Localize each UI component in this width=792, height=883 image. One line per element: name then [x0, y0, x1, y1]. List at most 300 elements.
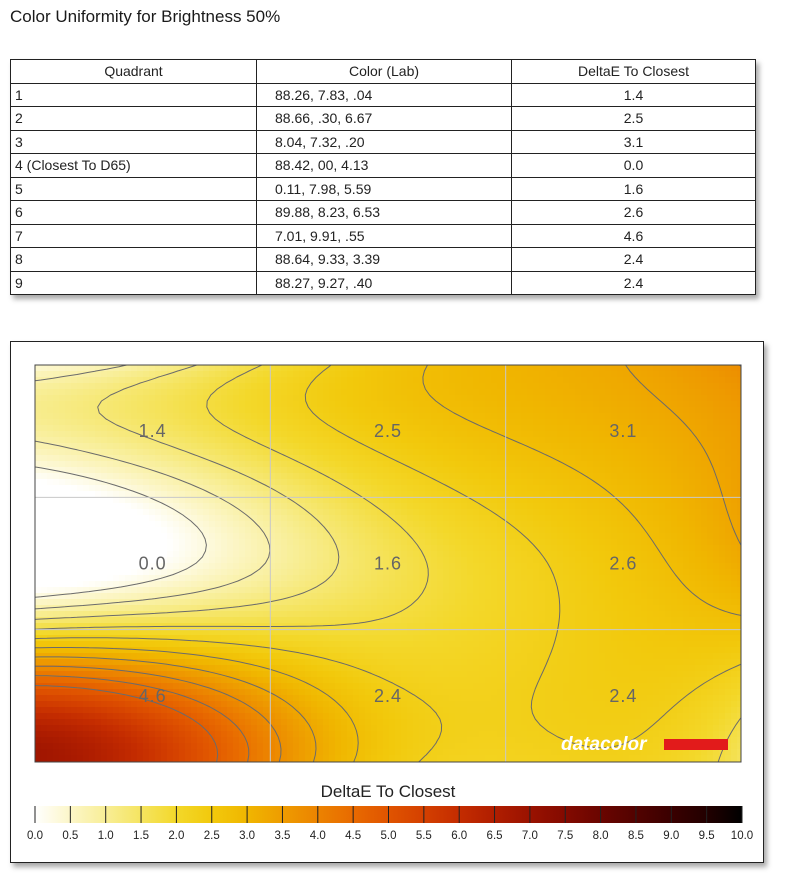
- heat-cell: [257, 461, 264, 468]
- heat-cell: [557, 467, 564, 474]
- heat-cell: [239, 551, 246, 558]
- heat-cell: [191, 491, 198, 498]
- heat-cell: [623, 581, 630, 588]
- heat-cell: [593, 383, 600, 390]
- heat-cell: [359, 389, 366, 396]
- heat-cell: [359, 533, 366, 540]
- heat-cell: [677, 509, 684, 516]
- heat-cell: [545, 593, 552, 600]
- heat-cell: [557, 491, 564, 498]
- heat-cell: [611, 587, 618, 594]
- heat-cell: [53, 593, 60, 600]
- heat-cell: [569, 593, 576, 600]
- heat-cell: [101, 383, 108, 390]
- heat-cell: [527, 527, 534, 534]
- heat-cell: [587, 581, 594, 588]
- heat-cell: [683, 395, 690, 402]
- heat-cell: [593, 389, 600, 396]
- heat-cell: [263, 425, 270, 432]
- heat-cell: [251, 419, 258, 426]
- heat-cell: [659, 461, 666, 468]
- heat-cell: [221, 479, 228, 486]
- heat-cell: [719, 401, 726, 408]
- heat-cell: [257, 401, 264, 408]
- heat-cell: [497, 581, 504, 588]
- heat-cell: [203, 515, 210, 522]
- heat-cell: [227, 473, 234, 480]
- heat-cell: [665, 473, 672, 480]
- heat-cell: [143, 509, 150, 516]
- heat-cell: [503, 413, 510, 420]
- heat-cell: [275, 503, 282, 510]
- heat-cell: [257, 449, 264, 456]
- heat-cell: [77, 383, 84, 390]
- heat-cell: [695, 467, 702, 474]
- heat-cell: [659, 425, 666, 432]
- heat-cell: [119, 521, 126, 528]
- heat-cell: [515, 365, 522, 372]
- heat-cell: [485, 461, 492, 468]
- heat-cell: [719, 593, 726, 600]
- heat-cell: [587, 497, 594, 504]
- heat-cell: [149, 371, 156, 378]
- heat-cell: [557, 479, 564, 486]
- heat-cell: [131, 377, 138, 384]
- heat-cell: [155, 455, 162, 462]
- heat-cell: [371, 575, 378, 582]
- heat-cell: [221, 473, 228, 480]
- heat-cell: [413, 365, 420, 372]
- heat-cell: [449, 473, 456, 480]
- heat-cell: [713, 497, 720, 504]
- heat-cell: [461, 605, 468, 612]
- heat-cell: [449, 539, 456, 546]
- heat-cell: [59, 521, 66, 528]
- heat-cell: [107, 563, 114, 570]
- heat-cell: [587, 455, 594, 462]
- heat-cell: [329, 389, 336, 396]
- heat-cell: [125, 515, 132, 522]
- heat-cell: [41, 443, 48, 450]
- heat-cell: [719, 521, 726, 528]
- heat-cell: [521, 485, 528, 492]
- heat-cell: [359, 377, 366, 384]
- heat-cell: [473, 527, 480, 534]
- heat-cell: [221, 485, 228, 492]
- heat-cell: [587, 521, 594, 528]
- heat-cell: [431, 515, 438, 522]
- heat-cell: [317, 563, 324, 570]
- heat-cell: [41, 389, 48, 396]
- heat-cell: [431, 407, 438, 414]
- heat-cell: [209, 371, 216, 378]
- heat-cell: [605, 389, 612, 396]
- heat-cell: [41, 515, 48, 522]
- heat-cell: [695, 365, 702, 372]
- heat-cell: [551, 443, 558, 450]
- heat-cell: [563, 587, 570, 594]
- heat-cell: [401, 485, 408, 492]
- heat-cell: [149, 449, 156, 456]
- heat-cell: [605, 461, 612, 468]
- heat-cell: [263, 383, 270, 390]
- heat-cell: [479, 545, 486, 552]
- heat-cell: [665, 377, 672, 384]
- heat-cell: [581, 365, 588, 372]
- heat-cell: [143, 461, 150, 468]
- heat-cell: [539, 371, 546, 378]
- heat-cell: [407, 515, 414, 522]
- heat-cell: [239, 557, 246, 564]
- heat-cell: [329, 509, 336, 516]
- heat-cell: [251, 611, 258, 618]
- heat-cell: [683, 383, 690, 390]
- heat-cell: [635, 461, 642, 468]
- heat-cell: [101, 575, 108, 582]
- heat-cell: [485, 521, 492, 528]
- heat-cell: [437, 431, 444, 438]
- heat-cell: [485, 419, 492, 426]
- heat-cell: [623, 407, 630, 414]
- heat-cell: [707, 527, 714, 534]
- heat-cell: [461, 407, 468, 414]
- heat-cell: [209, 539, 216, 546]
- heat-cell: [227, 593, 234, 600]
- heat-cell: [335, 527, 342, 534]
- heat-cell: [413, 443, 420, 450]
- heat-cell: [245, 611, 252, 618]
- heat-cell: [545, 521, 552, 528]
- heat-cell: [353, 575, 360, 582]
- heat-cell: [281, 473, 288, 480]
- heat-cell: [341, 539, 348, 546]
- heat-cell: [215, 521, 222, 528]
- heat-cell: [107, 377, 114, 384]
- heat-cell: [461, 581, 468, 588]
- heat-cell: [683, 461, 690, 468]
- heat-cell: [119, 371, 126, 378]
- heat-cell: [353, 563, 360, 570]
- heat-cell: [473, 371, 480, 378]
- heat-cell: [125, 503, 132, 510]
- heat-cell: [215, 377, 222, 384]
- heat-cell: [563, 569, 570, 576]
- heat-cell: [263, 611, 270, 618]
- heat-cell: [173, 539, 180, 546]
- heat-cell: [209, 599, 216, 606]
- heat-cell: [713, 581, 720, 588]
- heat-cell: [281, 389, 288, 396]
- heat-cell: [611, 389, 618, 396]
- heat-cell: [305, 425, 312, 432]
- uniformity-chart: [11, 342, 763, 862]
- heat-cell: [527, 545, 534, 552]
- heat-cell: [233, 545, 240, 552]
- heat-cell: [53, 413, 60, 420]
- heat-cell: [581, 521, 588, 528]
- heat-cell: [179, 419, 186, 426]
- heat-cell: [77, 593, 84, 600]
- heat-cell: [257, 407, 264, 414]
- heat-cell: [317, 461, 324, 468]
- heat-cell: [89, 587, 96, 594]
- heat-cell: [317, 395, 324, 402]
- heat-cell: [191, 545, 198, 552]
- heat-cell: [41, 569, 48, 576]
- heat-cell: [569, 437, 576, 444]
- heat-cell: [683, 527, 690, 534]
- heat-cell: [191, 413, 198, 420]
- heat-cell: [83, 419, 90, 426]
- heat-cell: [617, 575, 624, 582]
- heat-cell: [653, 419, 660, 426]
- heat-cell: [467, 377, 474, 384]
- heat-cell: [77, 581, 84, 588]
- heat-cell: [509, 587, 516, 594]
- heat-cell: [143, 545, 150, 552]
- heat-cell: [479, 365, 486, 372]
- heat-cell: [407, 581, 414, 588]
- heat-cell: [503, 383, 510, 390]
- heat-cell: [437, 515, 444, 522]
- heat-cell: [419, 599, 426, 606]
- heat-cell: [239, 485, 246, 492]
- heat-cell: [665, 503, 672, 510]
- heat-cell: [245, 407, 252, 414]
- heat-cell: [599, 515, 606, 522]
- heat-cell: [731, 497, 738, 504]
- heat-cell: [557, 581, 564, 588]
- heat-cell: [113, 569, 120, 576]
- heat-cell: [125, 401, 132, 408]
- heat-cell: [569, 377, 576, 384]
- heat-cell: [155, 485, 162, 492]
- heat-cell: [479, 407, 486, 414]
- heat-cell: [617, 599, 624, 606]
- heat-cell: [389, 509, 396, 516]
- heat-cell: [359, 425, 366, 432]
- heat-cell: [185, 461, 192, 468]
- heat-cell: [353, 485, 360, 492]
- heat-cell: [353, 431, 360, 438]
- heat-cell: [209, 575, 216, 582]
- heat-cell: [293, 605, 300, 612]
- heat-cell: [71, 551, 78, 558]
- heat-cell: [575, 485, 582, 492]
- heat-cell: [449, 497, 456, 504]
- heat-cell: [299, 539, 306, 546]
- heat-cell: [653, 569, 660, 576]
- heat-cell: [521, 473, 528, 480]
- heat-cell: [635, 527, 642, 534]
- heat-cell: [719, 377, 726, 384]
- heat-cell: [683, 599, 690, 606]
- heat-cell: [143, 533, 150, 540]
- heat-cell: [305, 503, 312, 510]
- heat-cell: [671, 605, 678, 612]
- heat-cell: [215, 365, 222, 372]
- heat-cell: [413, 605, 420, 612]
- heat-cell: [293, 449, 300, 456]
- heat-cell: [281, 575, 288, 582]
- heat-cell: [209, 485, 216, 492]
- heat-cell: [293, 389, 300, 396]
- heat-cell: [431, 377, 438, 384]
- heat-cell: [545, 605, 552, 612]
- heat-cell: [539, 545, 546, 552]
- heat-cell: [599, 461, 606, 468]
- heat-cell: [113, 467, 120, 474]
- heat-cell: [215, 449, 222, 456]
- heat-cell: [125, 371, 132, 378]
- heat-cell: [167, 365, 174, 372]
- heat-cell: [521, 479, 528, 486]
- heat-cell: [539, 605, 546, 612]
- heat-cell: [647, 509, 654, 516]
- heat-cell: [221, 419, 228, 426]
- heat-cell: [335, 371, 342, 378]
- heat-cell: [245, 455, 252, 462]
- heat-cell: [95, 371, 102, 378]
- heat-cell: [725, 419, 732, 426]
- heat-cell: [377, 527, 384, 534]
- heat-cell: [323, 395, 330, 402]
- heat-cell: [689, 365, 696, 372]
- heat-cell: [623, 515, 630, 522]
- heat-cell: [497, 443, 504, 450]
- heat-cell: [377, 377, 384, 384]
- heat-cell: [689, 377, 696, 384]
- heat-cell: [575, 455, 582, 462]
- heat-cell: [581, 395, 588, 402]
- heat-cell: [323, 485, 330, 492]
- heat-cell: [173, 449, 180, 456]
- heat-cell: [695, 371, 702, 378]
- heat-cell: [533, 569, 540, 576]
- heat-cell: [503, 407, 510, 414]
- heat-cell: [125, 527, 132, 534]
- heat-cell: [107, 605, 114, 612]
- heat-cell: [65, 425, 72, 432]
- heat-cell: [563, 527, 570, 534]
- heat-cell: [707, 431, 714, 438]
- heat-cell: [407, 431, 414, 438]
- heat-cell: [731, 371, 738, 378]
- heat-cell: [125, 545, 132, 552]
- heat-cell: [311, 563, 318, 570]
- heat-cell: [575, 389, 582, 396]
- heat-cell: [731, 383, 738, 390]
- heat-cell: [353, 569, 360, 576]
- heat-cell: [635, 365, 642, 372]
- heat-cell: [287, 533, 294, 540]
- heat-cell: [605, 449, 612, 456]
- heat-cell: [467, 557, 474, 564]
- heat-cell: [689, 461, 696, 468]
- heat-cell: [581, 425, 588, 432]
- heat-cell: [407, 509, 414, 516]
- heat-cell: [605, 593, 612, 600]
- heat-cell: [581, 407, 588, 414]
- heat-cell: [617, 485, 624, 492]
- heat-cell: [677, 473, 684, 480]
- heat-cell: [725, 557, 732, 564]
- heat-cell: [125, 557, 132, 564]
- heat-cell: [341, 377, 348, 384]
- heat-cell: [593, 509, 600, 516]
- heat-cell: [545, 527, 552, 534]
- heat-cell: [539, 533, 546, 540]
- heat-cell: [587, 605, 594, 612]
- heat-cell: [521, 587, 528, 594]
- heat-cell: [545, 437, 552, 444]
- heat-cell: [521, 449, 528, 456]
- heat-cell: [479, 437, 486, 444]
- heat-cell: [347, 503, 354, 510]
- heat-cell: [659, 581, 666, 588]
- heat-cell: [251, 605, 258, 612]
- heat-cell: [251, 395, 258, 402]
- heat-cell: [149, 383, 156, 390]
- heat-cell: [95, 575, 102, 582]
- heat-cell: [41, 407, 48, 414]
- heat-cell: [65, 515, 72, 522]
- heat-cell: [467, 437, 474, 444]
- heat-cell: [485, 509, 492, 516]
- heat-cell: [587, 425, 594, 432]
- heat-cell: [287, 503, 294, 510]
- heat-cell: [287, 383, 294, 390]
- heat-cell: [35, 587, 42, 594]
- heat-cell: [35, 539, 42, 546]
- heat-cell: [455, 365, 462, 372]
- heat-cell: [233, 611, 240, 618]
- heat-cell: [173, 587, 180, 594]
- heat-cell: [227, 401, 234, 408]
- heat-cell: [443, 461, 450, 468]
- heat-cell: [59, 413, 66, 420]
- heat-cell: [413, 419, 420, 426]
- heat-cell: [437, 527, 444, 534]
- heat-cell: [383, 575, 390, 582]
- heat-cell: [287, 473, 294, 480]
- heat-cell: [521, 377, 528, 384]
- heat-cell: [197, 443, 204, 450]
- heat-cell: [305, 479, 312, 486]
- heat-cell: [599, 431, 606, 438]
- heat-cell: [263, 545, 270, 552]
- heat-cell: [647, 467, 654, 474]
- heat-cell: [125, 389, 132, 396]
- heat-cell: [725, 599, 732, 606]
- heat-cell: [53, 605, 60, 612]
- heat-cell: [461, 443, 468, 450]
- heat-cell: [311, 539, 318, 546]
- heat-cell: [53, 443, 60, 450]
- heat-cell: [455, 407, 462, 414]
- heat-cell: [467, 485, 474, 492]
- heat-cell: [395, 377, 402, 384]
- heat-cell: [209, 467, 216, 474]
- header-deltae: DeltaE To Closest: [512, 60, 756, 84]
- heat-cell: [215, 395, 222, 402]
- heat-cell: [611, 533, 618, 540]
- heat-cell: [731, 503, 738, 510]
- heat-cell: [629, 401, 636, 408]
- heat-cell: [497, 521, 504, 528]
- heat-cell: [647, 455, 654, 462]
- heat-cell: [635, 383, 642, 390]
